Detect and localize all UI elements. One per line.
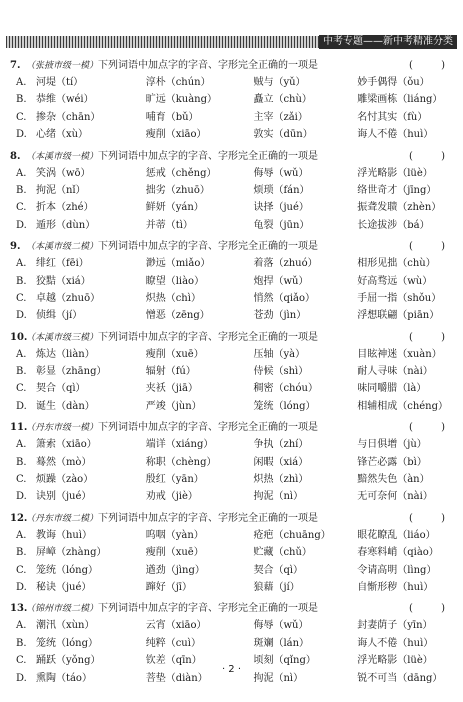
word-item: 旷远（kuàng）	[145, 94, 218, 106]
option-letter: B.	[16, 547, 27, 559]
option-c	[10, 290, 455, 307]
word-item: 遒劲（jìng）	[145, 564, 205, 576]
answer-bracket[interactable]	[409, 419, 445, 436]
word-item: 诲人不倦（huì）	[357, 129, 434, 141]
word-item: 主宰（zǎi）	[253, 111, 308, 123]
word-item: 浮想联翩（piān）	[357, 310, 440, 322]
option-letter: C.	[16, 655, 27, 667]
question-prompt: 下列词语中加点字的字音、字形完全正确的一项是	[98, 241, 319, 253]
word-item: 名忖其实（fù）	[357, 111, 428, 123]
word-item: 河堤（tí）	[35, 77, 84, 88]
word-item: 贼与（yǔ）	[253, 77, 306, 88]
bracket-close: )	[441, 331, 445, 343]
option-letter: B.	[16, 94, 27, 106]
bracket-close: )	[441, 60, 445, 71]
word-item: 瞭望（liào）	[145, 275, 205, 287]
word-item: 斑斓（lán）	[253, 637, 310, 649]
word-item: 侍候（shì）	[253, 366, 309, 378]
word-item: 绯红（fēi）	[35, 258, 89, 270]
word-item: 教诲（huì）	[35, 529, 93, 541]
option-letter: A.	[16, 258, 27, 270]
word-item: 鲜妍（yán）	[145, 202, 204, 214]
word-item: 相形见拙（chù）	[357, 258, 436, 270]
option-d	[10, 307, 455, 324]
question-number: 7.	[10, 60, 21, 71]
word-item: 契合（qì）	[35, 383, 86, 395]
question-head	[10, 329, 455, 346]
option-b	[10, 454, 455, 471]
word-item: 钦差（qīn）	[145, 655, 202, 667]
option-b	[10, 635, 455, 652]
word-item: 封妻荫子（yīn）	[357, 620, 433, 632]
option-a	[10, 527, 455, 544]
answer-bracket[interactable]	[409, 57, 445, 74]
word-item: 闲暇（xiá）	[253, 456, 309, 468]
option-c	[10, 562, 455, 579]
word-item: 卓越（zhuō）	[35, 292, 101, 304]
option-letter: D.	[16, 129, 27, 141]
option-a	[10, 346, 455, 363]
word-item: 妙手偶得（ǒu）	[357, 77, 430, 88]
word-item: 渺远（miǎo）	[145, 258, 211, 270]
word-item: 春寒料峭（qiào）	[357, 547, 439, 559]
word-item: 压轴（yà）	[253, 348, 306, 360]
option-c	[10, 109, 455, 126]
option-d	[10, 398, 455, 415]
option-a	[10, 436, 455, 453]
word-item: 稠密（chóu）	[253, 383, 318, 395]
word-item: 掺杂（chān）	[35, 111, 101, 123]
word-item: 龟裂（jūn）	[253, 219, 310, 231]
option-letter: D.	[16, 310, 27, 322]
word-item: 箫索（xiāo）	[35, 439, 97, 451]
answer-bracket[interactable]	[409, 510, 445, 527]
option-a	[10, 617, 455, 634]
question-number: 13.	[10, 603, 28, 615]
word-item: 笼统（lóng）	[35, 637, 99, 649]
question-source: （本溪市级三模）	[26, 332, 99, 343]
option-letter: A.	[16, 348, 27, 360]
word-item: 眼花瞭乱（liáo）	[357, 529, 436, 541]
word-item: 笑涡（wō）	[35, 167, 91, 179]
option-letter: A.	[16, 167, 27, 179]
word-item: 悄然（qiǎo）	[253, 292, 316, 304]
question-head	[10, 57, 455, 74]
bracket-close: )	[441, 150, 445, 162]
word-item: 锐不可当（dāng）	[357, 672, 443, 684]
word-item: 炮捍（wǔ）	[253, 275, 309, 287]
answer-bracket[interactable]	[409, 600, 445, 617]
option-c	[10, 199, 455, 216]
word-item: 屏嶂（zhàng）	[35, 547, 107, 559]
option-letter: C.	[16, 383, 27, 395]
word-item: 惩戒（chěng）	[145, 167, 217, 179]
word-item: 令请高明（lìng）	[357, 564, 437, 576]
question-source: （张掖市级一模）	[26, 61, 99, 71]
word-item: 敦实（dūn）	[253, 129, 313, 141]
option-letter: B.	[16, 184, 27, 196]
question-head	[10, 600, 455, 617]
question-head	[10, 148, 455, 165]
word-item: 狼藉（jí）	[253, 581, 300, 593]
option-letter: D.	[16, 581, 27, 593]
word-item: 目眩神迷（xuàn）	[357, 348, 442, 360]
word-item: 纯粹（cuì）	[145, 637, 201, 649]
option-letter: C.	[16, 474, 27, 486]
word-item: 长途拔涉（bá）	[357, 219, 430, 231]
option-letter: C.	[16, 202, 27, 214]
question-head	[10, 238, 455, 255]
option-letter: C.	[16, 292, 27, 304]
word-item: 好高骛远（wù）	[357, 275, 433, 287]
option-a	[10, 74, 455, 91]
word-item: 相辅相成（chéng）	[357, 400, 449, 412]
bracket-open: (	[409, 241, 413, 253]
word-item: 潮汛（xùn）	[35, 620, 95, 632]
bracket-open: (	[409, 331, 413, 343]
word-item: 诞生（dàn）	[35, 400, 95, 412]
question-list	[10, 57, 455, 691]
question-number: 8.	[10, 150, 21, 162]
question-source: （锦州市级二模）	[26, 604, 99, 615]
page-number: · 2 ·	[221, 664, 242, 675]
option-b	[10, 363, 455, 380]
bracket-open: (	[409, 422, 413, 434]
question-number: 11.	[10, 422, 28, 434]
word-item: 诀别（jué）	[35, 491, 92, 503]
question-prompt: 下列词语中加点字的字音、字形完全正确的一项是	[98, 150, 319, 162]
word-item: 彰显（zhāng）	[35, 366, 107, 378]
question-number: 10.	[10, 331, 28, 343]
option-c	[10, 471, 455, 488]
word-item: 耐人寻味（nài）	[357, 366, 433, 378]
word-item: 矗立（chù）	[253, 94, 312, 106]
word-item: 遁形（dùn）	[35, 219, 96, 231]
word-item: 菩垫（diàn）	[145, 672, 208, 684]
option-letter: C.	[16, 111, 27, 123]
word-item: 争执（zhí）	[253, 439, 309, 451]
word-item: 顷刻（qǐng）	[253, 655, 316, 667]
word-item: 黯然失色（àn）	[357, 474, 430, 486]
word-item: 蹿好（jī）	[145, 581, 193, 593]
question-11	[10, 419, 455, 506]
question-source: （丹东市级二模）	[26, 513, 99, 524]
word-item: 笼统（lóng）	[35, 564, 99, 576]
question-number: 9.	[10, 241, 21, 253]
answer-bracket[interactable]	[409, 148, 445, 165]
question-source: （本溪市级二模）	[26, 242, 99, 253]
word-item: 心绪（xù）	[35, 129, 89, 141]
word-item: 侮辱（wǔ）	[253, 167, 309, 179]
word-item: 端详（xiáng）	[145, 439, 214, 451]
option-letter: B.	[16, 637, 27, 649]
option-letter: C.	[16, 564, 27, 576]
question-12	[10, 510, 455, 597]
word-item: 拙劣（zhuō）	[145, 184, 210, 196]
word-item: 炽热（zhì）	[253, 474, 309, 486]
word-item: 蓦然（mò）	[35, 456, 92, 468]
option-b	[10, 273, 455, 290]
question-8	[10, 148, 455, 235]
word-item: 振聋发聩（zhèn）	[357, 202, 442, 214]
word-item: 雕梁画栋（liáng）	[357, 94, 443, 106]
option-d	[10, 579, 455, 596]
word-item: 瘦削（xuē）	[145, 547, 204, 559]
question-10	[10, 329, 455, 416]
word-item: 契合（qì）	[253, 564, 304, 576]
word-item: 辐射（fú）	[145, 366, 196, 378]
word-item: 浮光略影（lüè）	[357, 655, 433, 667]
option-letter: D.	[16, 400, 27, 412]
question-prompt: 下列词语中加点字的字音、字形完全正确的一项是	[98, 422, 319, 434]
word-item: 味同嚼腊（là）	[357, 383, 427, 395]
bracket-open: (	[409, 603, 413, 615]
word-item: 瘦削（xuē）	[145, 348, 204, 360]
word-item: 苍劲（jìn）	[253, 310, 307, 322]
word-item: 憎恶（zēng）	[145, 310, 210, 322]
option-letter: A.	[16, 439, 27, 451]
word-item: 折本（zhé）	[35, 202, 94, 214]
option-letter: A.	[16, 77, 27, 88]
word-item: 笼统（lóng）	[253, 400, 316, 412]
option-letter: D.	[16, 491, 27, 503]
question-prompt: 下列词语中加点字的字音、字形完全正确的一项是	[98, 512, 319, 524]
word-item: 哺育（bǔ）	[145, 111, 199, 123]
word-item: 侦缉（jí）	[35, 310, 83, 322]
question-prompt: 下列词语中加点字的字音、字形完全正确的一项是	[98, 331, 319, 343]
option-d	[10, 126, 455, 143]
header-title: 中考专题——新中考精准分类	[319, 35, 457, 49]
word-item: 殷红（yān）	[145, 474, 204, 486]
word-item: 络世奇才（jīng）	[357, 184, 437, 196]
word-item: 拘泥（nì）	[253, 491, 304, 503]
answer-bracket[interactable]	[409, 329, 445, 346]
word-item: 恭维（wéi）	[35, 94, 94, 106]
word-item: 秘诀（jué）	[35, 581, 92, 593]
word-item: 淳朴（chún）	[145, 77, 211, 88]
word-item: 炽热（chì）	[145, 292, 201, 304]
word-item: 诲人不倦（huì）	[357, 637, 434, 649]
word-item: 侮辱（wǔ）	[253, 620, 309, 632]
bracket-open: (	[409, 512, 413, 524]
question-source: （本溪市级一模）	[26, 151, 99, 162]
bracket-close: )	[441, 603, 445, 615]
word-item: 劝戒（jiè）	[145, 491, 198, 503]
option-letter: D.	[16, 672, 27, 684]
option-a	[10, 255, 455, 272]
word-item: 疮疤（chuāng）	[253, 529, 331, 541]
word-item: 严竣（jùn）	[145, 400, 202, 412]
option-letter: B.	[16, 275, 27, 287]
option-d	[10, 488, 455, 505]
option-b	[10, 544, 455, 561]
word-item: 自惭形秽（huì）	[357, 581, 434, 593]
question-number: 12.	[10, 512, 28, 524]
word-item: 瘦削（xiāo）	[145, 129, 207, 141]
word-item: 着落（zhuó）	[253, 258, 318, 270]
word-item: 炼达（liàn）	[35, 348, 95, 360]
question-prompt: 下列词语中加点字的字音、字形完全正确的一项是	[98, 603, 319, 615]
option-a	[10, 165, 455, 182]
word-item: 贮藏（chǔ）	[253, 547, 312, 559]
option-b	[10, 182, 455, 199]
bracket-close: )	[441, 512, 445, 524]
word-item: 狡黠（xiá）	[35, 275, 91, 287]
answer-bracket[interactable]	[409, 238, 445, 255]
option-letter: D.	[16, 219, 27, 231]
word-item: 手屈一指（shǒu）	[357, 292, 442, 304]
word-item: 云宵（xiāo）	[145, 620, 207, 632]
bracket-close: )	[441, 422, 445, 434]
word-item: 呜咽（yàn）	[145, 529, 204, 541]
question-prompt: 下列词语中加点字的字音、字形完全正确的一项是	[98, 60, 319, 71]
option-b	[10, 91, 455, 108]
bracket-open: (	[409, 60, 413, 71]
word-item: 浮光略影（lüè）	[357, 167, 433, 179]
word-item: 烦琐（fán）	[253, 184, 310, 196]
question-head	[10, 510, 455, 527]
question-head	[10, 419, 455, 436]
word-item: 拘泥（nì）	[253, 672, 304, 684]
question-9	[10, 238, 455, 325]
word-item: 与日俱增（jù）	[357, 439, 427, 451]
question-source: （丹东市级一模）	[26, 423, 99, 434]
word-item: 拘泥（nǐ）	[35, 184, 86, 196]
word-item: 称职（chèng）	[145, 456, 217, 468]
bracket-close: )	[441, 241, 445, 253]
option-c	[10, 380, 455, 397]
word-item: 熏陶（táo）	[35, 672, 92, 684]
question-7	[10, 57, 455, 144]
option-letter: A.	[16, 529, 27, 541]
word-item: 无可奈何（nài）	[357, 491, 433, 503]
option-letter: B.	[16, 456, 27, 468]
bracket-open: (	[409, 150, 413, 162]
word-item: 并蒂（tì）	[145, 219, 193, 231]
option-letter: B.	[16, 366, 27, 378]
word-item: 诀择（jué）	[253, 202, 309, 214]
option-letter: A.	[16, 620, 27, 632]
word-item: 锋芒必露（bì）	[357, 456, 427, 468]
word-item: 踊跃（yǒng）	[35, 655, 101, 667]
word-item: 夹袄（jiā）	[145, 383, 198, 395]
option-d	[10, 217, 455, 234]
word-item: 烦躁（zào）	[35, 474, 94, 486]
